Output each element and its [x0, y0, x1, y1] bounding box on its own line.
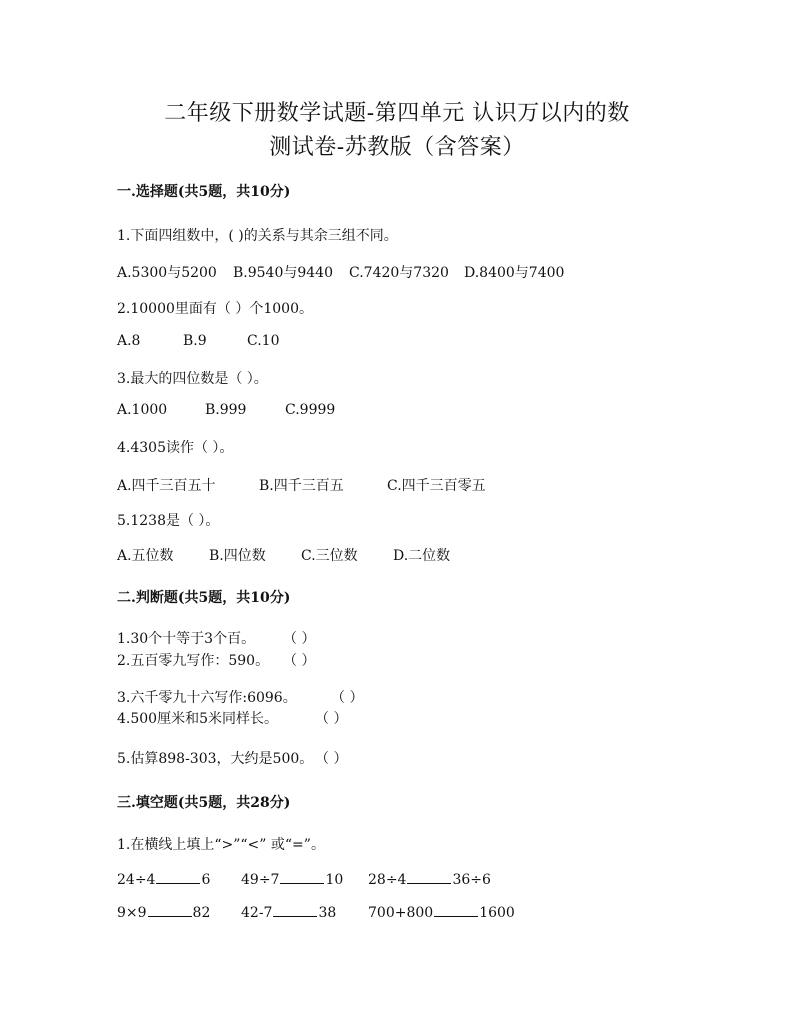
question-stem: 1.下面四组数中，( )的关系与其余三组不同。 — [117, 228, 398, 244]
options-row — [117, 402, 717, 422]
option-b: B.四千三百五 — [259, 478, 344, 494]
compare-left: 9×9 — [117, 905, 147, 921]
document-title-line-1: 二年级下册数学试题-第四单元 认识万以内的数 — [164, 101, 630, 126]
option-c: C.9999 — [285, 402, 336, 418]
question-stem: 3.最大的四位数是（ ）。 — [117, 371, 268, 387]
document-title-line-2: 测试卷-苏教版（含答案） — [269, 135, 525, 160]
question-stem: 1.在横线上填上“>”“<” 或“=”。 — [117, 837, 325, 853]
answer-blank[interactable] — [434, 904, 478, 917]
section-heading-judgement: 二.判断题(共5题，共10分) — [117, 590, 291, 606]
option-a: A.五位数 — [117, 548, 174, 564]
compare-left: 42-7 — [241, 905, 273, 921]
question-stem: 4.4305读作（ ）。 — [117, 440, 234, 456]
compare-item — [368, 871, 491, 888]
compare-item — [117, 871, 210, 888]
compare-item — [117, 904, 210, 921]
options-row — [117, 475, 717, 495]
option-b: B.四位数 — [209, 548, 266, 564]
judgement-text: 3.六千零九十六写作:6096。 — [117, 690, 297, 706]
compare-left: 24÷4 — [117, 872, 156, 888]
option-c: C.10 — [247, 333, 280, 349]
answer-blank[interactable] — [273, 904, 317, 917]
option-b: B.9540与9440 — [233, 265, 333, 281]
compare-right: 10 — [325, 872, 344, 888]
answer-parentheses: （ ） — [283, 653, 316, 669]
answer-parentheses: （ ） — [315, 751, 348, 767]
option-d: D.二位数 — [393, 548, 451, 564]
compare-right: 6 — [201, 872, 211, 888]
judgement-text: 5.估算898-303，大约是500。 — [117, 751, 314, 767]
answer-blank[interactable] — [407, 871, 451, 884]
judgement-item — [117, 708, 717, 728]
answer-parentheses: （ ） — [331, 690, 364, 706]
judgement-item — [117, 748, 717, 768]
question-stem: 2.10000里面有（ ）个1000。 — [117, 301, 313, 317]
section-heading-choice: 一.选择题(共5题，共10分) — [117, 184, 291, 200]
compare-item — [368, 904, 515, 921]
options-row — [117, 545, 717, 565]
option-b: B.999 — [205, 402, 247, 418]
options-row — [117, 262, 717, 282]
compare-left: 49÷7 — [241, 872, 280, 888]
section-heading-fill-blank: 三.填空题(共5题，共28分) — [117, 795, 291, 811]
compare-left: 700+800 — [368, 905, 434, 921]
option-a: A.四千三百五十 — [117, 478, 216, 494]
judgement-item — [117, 687, 717, 707]
option-b: B.9 — [183, 333, 207, 349]
answer-blank[interactable] — [280, 871, 324, 884]
option-a: A.8 — [117, 333, 141, 349]
answer-blank[interactable] — [148, 904, 192, 917]
judgement-item — [117, 628, 717, 648]
compare-right: 36÷6 — [452, 872, 491, 888]
compare-row — [117, 904, 717, 924]
compare-row — [117, 871, 717, 891]
answer-parentheses: （ ） — [315, 711, 348, 727]
option-d: D.8400与7400 — [464, 265, 565, 281]
answer-blank[interactable] — [156, 871, 200, 884]
answer-parentheses: （ ） — [283, 631, 316, 647]
compare-item — [241, 904, 336, 921]
options-row — [117, 333, 717, 353]
judgement-text: 1.30个十等于3个百。 — [117, 631, 256, 647]
compare-right: 1600 — [479, 905, 515, 921]
option-a: A.1000 — [117, 402, 168, 418]
compare-right: 82 — [192, 905, 211, 921]
option-c: C.四千三百零五 — [387, 478, 486, 494]
compare-left: 28÷4 — [368, 872, 407, 888]
judgement-text: 4.500厘米和5米同样长。 — [117, 711, 278, 727]
compare-right: 38 — [318, 905, 337, 921]
option-a: A.5300与5200 — [117, 265, 217, 281]
question-stem: 5.1238是（ ）。 — [117, 513, 220, 529]
option-c: C.7420与7320 — [349, 265, 449, 281]
judgement-item — [117, 650, 717, 670]
judgement-text: 2.五百零九写作：590。 — [117, 653, 270, 669]
compare-item — [241, 871, 343, 888]
option-c: C.三位数 — [301, 548, 358, 564]
